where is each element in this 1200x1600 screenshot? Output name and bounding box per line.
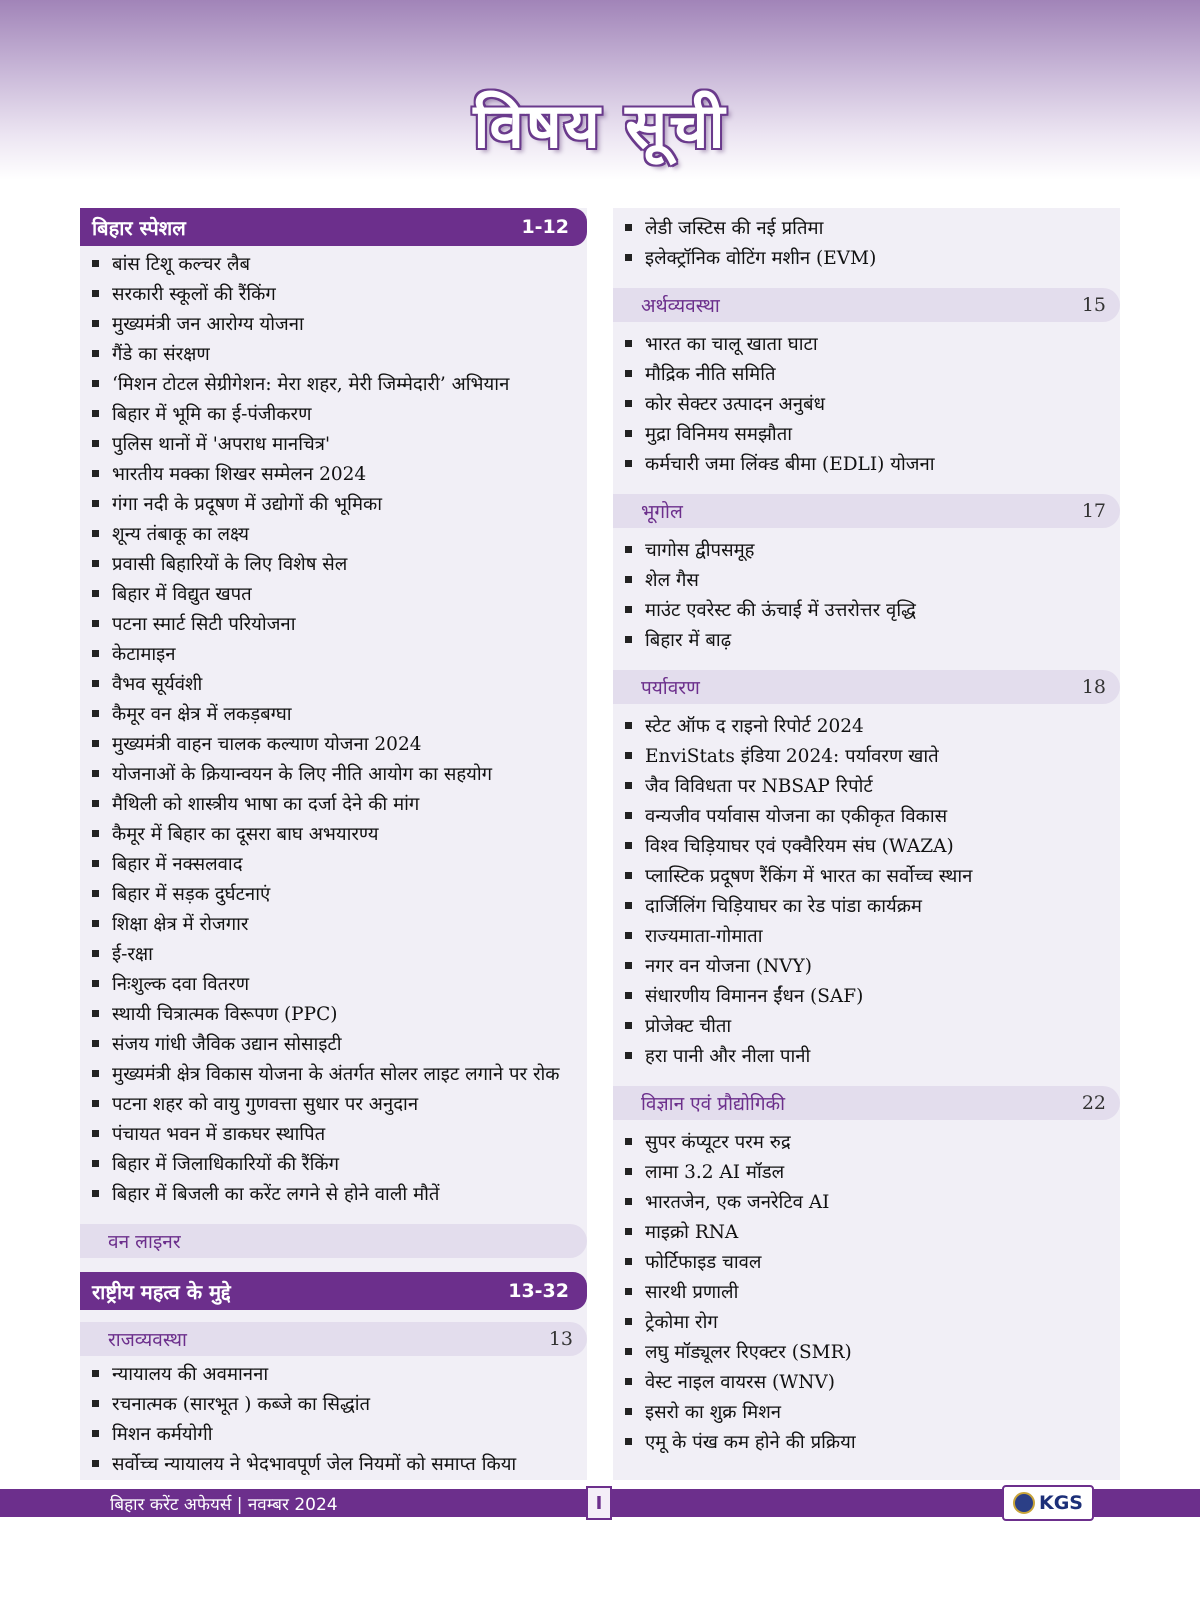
bullet-icon [625,370,632,377]
list-item-label: बिहार में सड़क दुर्घटनाएं [112,883,271,905]
bullet-icon [625,430,632,437]
list-item[interactable] [92,518,587,548]
list-item-label: सारथी प्रणाली [645,1281,739,1303]
list-item[interactable] [625,1126,1120,1156]
list-item[interactable] [92,1088,587,1118]
list-item[interactable] [92,1448,587,1478]
bullet-icon [92,1370,99,1377]
list-item-label: पंचायत भवन में डाकघर स्थापित [112,1123,326,1145]
bullet-icon [625,1408,632,1415]
bullet-icon [92,590,99,597]
list-item-label: बिहार में जिलाधिकारियों की रैंकिंग [112,1153,340,1175]
bullet-icon [92,1460,99,1467]
bullet-icon [625,1198,632,1205]
list-item-label: लघु मॉड्यूलर रिएक्टर (SMR) [645,1341,852,1363]
bullet-icon [92,650,99,657]
bullet-icon [625,722,632,729]
bullet-icon [92,1160,99,1167]
list-item[interactable] [625,328,1120,358]
bullet-icon [92,740,99,747]
section-title: अर्थव्यवस्था [641,295,720,317]
list-item[interactable] [92,608,587,638]
list-item[interactable] [92,1358,587,1388]
bullet-icon [625,546,632,553]
bullet-icon [92,380,99,387]
list-item-label: इसरो का शुक्र मिशन [645,1401,782,1423]
bullet-icon [625,1138,632,1145]
bullet-icon [625,962,632,969]
list-item[interactable] [625,564,1120,594]
list-item[interactable] [625,1216,1120,1246]
list-item-label: पुलिस थानों में 'अपराध मानचित्र' [112,433,331,455]
bullet-icon [92,920,99,927]
section-bar-national-issues[interactable] [80,1272,587,1310]
list-item-label: योजनाओं के क्रियान्वयन के लिए नीति आयोग का सहयोग [112,763,493,785]
section-title: बिहार स्पेशल [92,215,186,240]
list-item-label: प्रवासी बिहारियों के लिए विशेष सेल [112,553,348,575]
list-item-label: जैव विविधता पर NBSAP रिपोर्ट [645,775,873,797]
bullet-icon [625,460,632,467]
list-item[interactable] [92,458,587,488]
economy-list [613,328,1120,478]
bullet-icon [92,470,99,477]
list-item[interactable] [625,624,1120,654]
footer-text: बिहार करेंट अफेयर्स | नवम्बर 2024 [110,1495,338,1515]
bullet-icon [92,620,99,627]
list-item[interactable] [92,1178,587,1208]
list-item[interactable] [625,534,1120,564]
list-item-label: फोर्टिफाइड चावल [645,1251,762,1273]
list-item[interactable] [92,488,587,518]
list-item[interactable] [625,830,1120,860]
bullet-icon [92,290,99,297]
bullet-icon [92,1400,99,1407]
bullet-icon [92,860,99,867]
section-pages: 1-12 [521,216,569,238]
list-item[interactable] [92,848,587,878]
bullet-icon [92,890,99,897]
bullet-icon [92,800,99,807]
list-item-label: न्यायालय की अवमानना [112,1363,269,1385]
list-item[interactable] [625,980,1120,1010]
list-item-label: ट्रेकोमा रोग [645,1311,718,1333]
list-item-label: इलेक्ट्रॉनिक वोटिंग मशीन (EVM) [645,247,877,269]
list-item[interactable] [625,1186,1120,1216]
list-item-label: प्लास्टिक प्रदूषण रैंकिंग में भारत का सर्वोच्च स्थान [645,865,973,887]
bullet-icon [92,1130,99,1137]
list-item[interactable] [92,758,587,788]
list-item[interactable] [625,1246,1120,1276]
list-item[interactable] [625,770,1120,800]
list-item[interactable] [625,890,1120,920]
list-item-label: वैभव सूर्यवंशी [112,673,203,695]
list-item[interactable] [92,1028,587,1058]
list-item-label: प्रोजेक्ट चीता [645,1015,732,1037]
list-item[interactable] [92,938,587,968]
list-item[interactable] [92,338,587,368]
emblem-icon [1013,1492,1035,1514]
bullet-icon [92,980,99,987]
geography-list [613,534,1120,654]
list-item-label: सुपर कंप्यूटर परम रुद्र [645,1131,791,1153]
list-item[interactable] [625,594,1120,624]
bullet-icon [625,872,632,879]
list-item-label: ‘मिशन टोटल सेग्रीगेशन: मेरा शहर, मेरी जिम्मेदारी’ अभियान [112,373,510,395]
section-pages: 13 [548,1328,573,1350]
bullet-icon [625,1378,632,1385]
list-item[interactable] [625,388,1120,418]
list-item[interactable] [625,1156,1120,1186]
list-item-label: भारतीय मक्का शिखर सम्मेलन 2024 [112,463,367,485]
bullet-icon [625,752,632,759]
section-pages: 17 [1081,500,1106,522]
list-item[interactable] [625,920,1120,950]
list-item-label: शून्य तंबाकू का लक्ष्य [112,523,250,545]
list-item[interactable] [625,950,1120,980]
list-item-label: शेल गैस [645,569,699,591]
list-item-label: EnviStats इंडिया 2024: पर्यावरण खाते [645,745,939,767]
list-item-label: नगर वन योजना (NVY) [645,955,812,977]
list-item-label: कैमूर में बिहार का दूसरा बाघ अभयारण्य [112,823,379,845]
bullet-icon [625,1348,632,1355]
list-item[interactable] [92,818,587,848]
list-item-label: पटना स्मार्ट सिटी परियोजना [112,613,296,635]
section-title: राजव्यवस्था [108,1329,187,1351]
list-item-label: मैथिली को शास्त्रीय भाषा का दर्जा देने की मांग [112,793,420,815]
list-item-label: माउंट एवरेस्ट की ऊंचाई में उत्तरोत्तर वृद्धि [645,599,916,621]
bullet-icon [625,400,632,407]
list-item-label: बिहार में नक्सलवाद [112,853,243,875]
bullet-icon [92,260,99,267]
list-item-label: वन्यजीव पर्यावास योजना का एकीकृत विकास [645,805,948,827]
list-item-label: कोर सेक्टर उत्पादन अनुबंध [645,393,825,415]
list-item-label: बांस टिशू कल्चर लैब [112,253,251,275]
list-item[interactable] [92,908,587,938]
right-column [613,208,1120,1480]
list-item[interactable] [92,728,587,758]
bullet-icon [625,932,632,939]
list-item-label: स्टेट ऑफ द राइनो रिपोर्ट 2024 [645,715,864,737]
list-item-label: राज्यमाता-गोमाता [645,925,763,947]
list-item[interactable] [625,358,1120,388]
bullet-icon [92,530,99,537]
logo-text: KGS [1038,1492,1083,1514]
list-item[interactable] [625,860,1120,890]
bullet-icon [92,1100,99,1107]
page-number: I [586,1486,612,1520]
list-item-label: एमू के पंख कम होने की प्रक्रिया [645,1431,856,1453]
bullet-icon [625,1168,632,1175]
bullet-icon [92,1040,99,1047]
bullet-icon [625,782,632,789]
bullet-icon [625,812,632,819]
list-item[interactable] [625,1276,1120,1306]
bullet-icon [92,710,99,717]
list-item[interactable] [92,698,587,728]
section-pages: 13-32 [508,1280,569,1302]
list-item[interactable] [625,242,1120,272]
list-item[interactable] [92,368,587,398]
list-item-label: माइक्रो RNA [645,1221,739,1243]
list-item[interactable] [92,788,587,818]
list-item[interactable] [625,448,1120,478]
list-item-label: मुख्यमंत्री क्षेत्र विकास योजना के अंतर्गत सोलर लाइट लगाने पर रोक [112,1063,560,1085]
list-item-label: केटामाइन [112,643,176,665]
list-item[interactable] [92,428,587,458]
list-item[interactable] [92,248,587,278]
list-item[interactable] [625,1040,1120,1070]
bullet-icon [625,224,632,231]
list-item[interactable] [625,1426,1120,1456]
section-title: पर्यावरण [641,677,700,699]
bullet-icon [92,320,99,327]
bullet-icon [625,842,632,849]
list-item[interactable] [92,878,587,908]
list-item-label: रचनात्मक (सारभूत ) कब्जे का सिद्धांत [112,1393,371,1415]
section-title: भूगोल [641,501,683,523]
list-item-label: विश्व चिड़ियाघर एवं एक्वैरियम संघ (WAZA) [645,835,954,857]
bullet-icon [625,340,632,347]
list-item[interactable] [92,638,587,668]
bullet-icon [625,1258,632,1265]
list-item-label: बिहार में बाढ़ [645,629,732,651]
bullet-icon [92,680,99,687]
bullet-icon [625,992,632,999]
list-item-label: लेडी जस्टिस की नई प्रतिमा [645,217,824,239]
list-item-label: संजय गांधी जैविक उद्यान सोसाइटी [112,1033,342,1055]
bullet-icon [92,1010,99,1017]
list-item-label: चागोस द्वीपसमूह [645,539,755,561]
environment-list [613,710,1120,1070]
list-item-label: स्थायी चित्रात्मक विरूपण (PPC) [112,1003,338,1025]
section-bar-bihar-special[interactable] [80,208,587,246]
section-title: विज्ञान एवं प्रौद्योगिकी [641,1093,786,1115]
list-item[interactable] [92,1148,587,1178]
kgs-logo [1002,1485,1094,1521]
page-title: विषय सूची [473,89,727,162]
list-item-label: भारत का चालू खाता घाटा [645,333,818,355]
section-bar-environment[interactable] [613,670,1120,704]
list-item-label: संधारणीय विमानन ईंधन (SAF) [645,985,864,1007]
science-list [613,1126,1120,1456]
list-item[interactable] [92,1388,587,1418]
list-item[interactable] [92,398,587,428]
list-item-label: बिहार में बिजली का करेंट लगने से होने वाली मौतें [112,1183,440,1205]
list-item[interactable] [625,1396,1120,1426]
bullet-icon [92,830,99,837]
bullet-icon [92,950,99,957]
section-bar-economy[interactable] [613,288,1120,322]
list-item[interactable] [92,548,587,578]
list-item-label: सर्वोच्च न्यायालय ने भेदभावपूर्ण जेल नियमों को समाप्त किया [112,1453,517,1475]
bullet-icon [625,254,632,261]
list-item-label: मुख्यमंत्री जन आरोग्य योजना [112,313,304,335]
bullet-icon [625,902,632,909]
bullet-icon [92,770,99,777]
bullet-icon [625,1052,632,1059]
list-item-label: दार्जिलिंग चिड़ियाघर का रेड पांडा कार्यक्रम [645,895,922,917]
list-item-label: पटना शहर को वायु गुणवत्ता सुधार पर अनुदान [112,1093,419,1115]
list-item[interactable] [625,800,1120,830]
section-bar-one-liner[interactable] [80,1224,587,1258]
list-item-label: मुख्यमंत्री वाहन चालक कल्याण योजना 2024 [112,733,422,755]
list-item-label: हरा पानी और नीला पानी [645,1045,811,1067]
polity-continued-list [613,212,1120,272]
list-item[interactable] [625,1366,1120,1396]
list-item-label: सरकारी स्कूलों की रैंकिंग [112,283,276,305]
bullet-icon [625,1288,632,1295]
bullet-icon [625,576,632,583]
bullet-icon [92,410,99,417]
list-item[interactable] [625,1336,1120,1366]
list-item-label: बिहार में विद्युत खपत [112,583,252,605]
list-item-label: गंगा नदी के प्रदूषण में उद्योगों की भूमिका [112,493,383,515]
list-item-label: मिशन कर्मयोगी [112,1423,213,1445]
list-item-label: लामा 3.2 AI मॉडल [645,1161,785,1183]
list-item[interactable] [92,668,587,698]
list-item[interactable] [625,418,1120,448]
list-item-label: वेस्ट नाइल वायरस (WNV) [645,1371,836,1393]
section-title: राष्ट्रीय महत्व के मुद्दे [92,1279,231,1304]
bullet-icon [92,440,99,447]
list-item-label: मुद्रा विनिमय समझौता [645,423,793,445]
section-bar-polity[interactable] [80,1322,587,1356]
bullet-icon [92,1190,99,1197]
section-pages: 18 [1081,676,1106,698]
list-item-label: शिक्षा क्षेत्र में रोजगार [112,913,249,935]
list-item-label: बिहार में भूमि का ई-पंजीकरण [112,403,312,425]
list-item-label: भारतजेन, एक जनरेटिव AI [645,1191,830,1213]
bullet-icon [625,606,632,613]
polity-list [80,1358,587,1478]
section-bar-geography[interactable] [613,494,1120,528]
bullet-icon [625,1022,632,1029]
list-item[interactable] [92,578,587,608]
list-item-label: ई-रक्षा [112,943,153,965]
section-title: वन लाइनर [108,1231,181,1253]
list-item-label: कर्मचारी जमा लिंक्ड बीमा (EDLI) योजना [645,453,935,475]
bullet-icon [92,500,99,507]
list-item[interactable] [625,1010,1120,1040]
section-pages: 22 [1081,1092,1106,1114]
section-bar-science[interactable] [613,1086,1120,1120]
list-item[interactable] [92,1118,587,1148]
list-item[interactable] [625,1306,1120,1336]
list-item[interactable] [92,998,587,1028]
bullet-icon [625,1438,632,1445]
list-item[interactable] [92,1418,587,1448]
list-item[interactable] [625,710,1120,740]
bullet-icon [92,1070,99,1077]
bullet-icon [92,350,99,357]
section-pages: 15 [1081,294,1106,316]
list-item[interactable] [625,212,1120,242]
bullet-icon [625,1318,632,1325]
list-item[interactable] [625,740,1120,770]
list-item[interactable] [92,308,587,338]
list-item[interactable] [92,278,587,308]
bullet-icon [625,636,632,643]
list-item-label: मौद्रिक नीति समिति [645,363,776,385]
list-item[interactable] [92,1058,587,1088]
left-column [80,208,587,1480]
list-item-label: गैंडे का संरक्षण [112,343,210,365]
list-item-label: कैमूर वन क्षेत्र में लकड़बग्घा [112,703,292,725]
list-item[interactable] [92,968,587,998]
list-item-label: निःशुल्क दवा वितरण [112,973,250,995]
bullet-icon [625,1228,632,1235]
bihar-special-list [80,248,587,1208]
bullet-icon [92,560,99,567]
bullet-icon [92,1430,99,1437]
